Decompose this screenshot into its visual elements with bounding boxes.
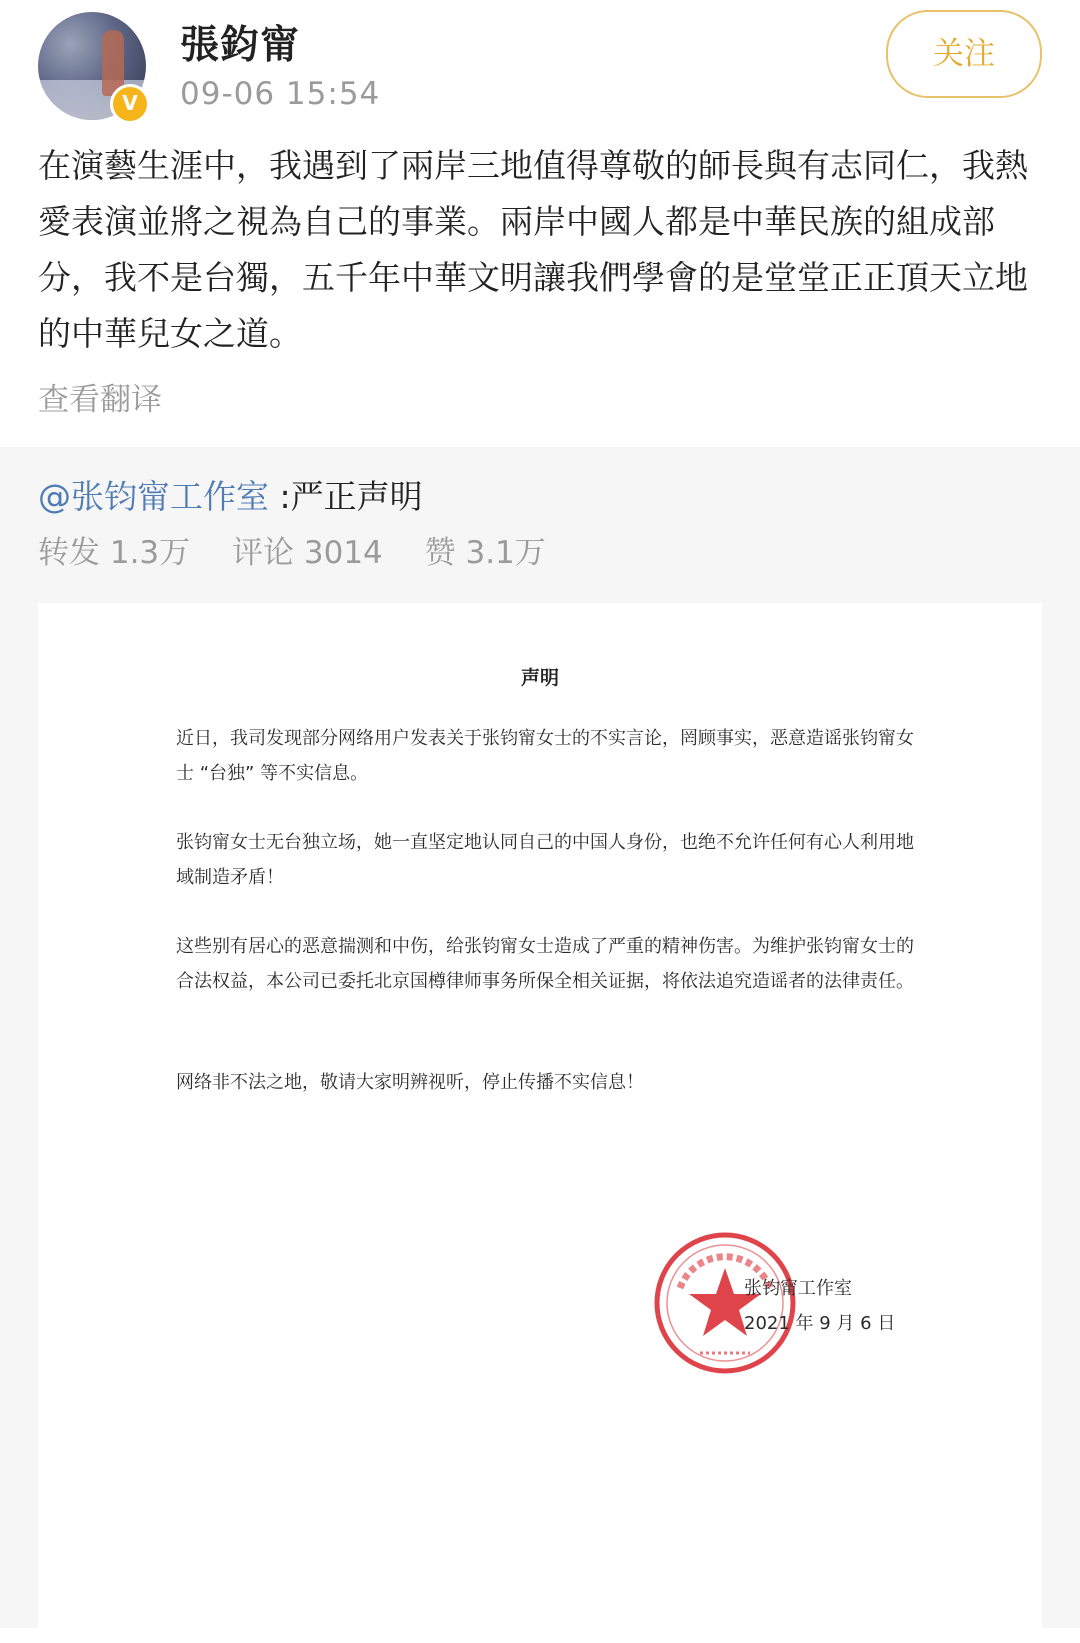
repost-title-text: :严正声明: [269, 477, 423, 516]
follow-button[interactable]: 关注: [886, 10, 1042, 98]
statement-paragraph: 网络非不法之地，敬请大家明辨视听，停止传播不实信息！: [176, 1072, 644, 1093]
statement-paragraph: 这些别有居心的恶意揣测和中伤，给张钧甯女士造成了严重的精神伤害。为维护张钧甯女士的合法权益，本公司已委托北京国樽律师事务所保全相关证据，将依法追究造谣者的法律责任。: [176, 936, 914, 992]
statement-date: 2021 年 9 月 6 日: [744, 1313, 896, 1334]
translate-link[interactable]: 查看翻译: [38, 382, 162, 418]
author-name[interactable]: 張鈞甯: [180, 23, 301, 68]
statement-title: 声明: [520, 667, 559, 689]
like-count[interactable]: 赞 3.1万: [424, 535, 546, 571]
statement-paragraph: 张钧甯女士无台独立场，她一直坚定地认同自己的中国人身份，也绝不允许任何有心人利用地域制造矛盾！: [176, 832, 914, 888]
statement-signature-name: 张钧甯工作室: [744, 1278, 852, 1299]
statement-paragraph: 近日，我司发现部分网络用户发表关于张钧甯女士的不实言论，罔顾事实，恶意造谣张钧甯女士 “台独” 等不实信息。: [176, 728, 914, 784]
repost-count[interactable]: 转发 1.3万: [38, 535, 191, 571]
comment-count[interactable]: 评论 3014: [232, 535, 383, 571]
verified-badge-icon: V: [110, 84, 150, 124]
reposted-content[interactable]: [0, 447, 1080, 1628]
weibo-post: [0, 0, 1080, 447]
studio-mention-link[interactable]: @张钧甯工作室: [38, 477, 269, 516]
statement-image[interactable]: [38, 603, 1042, 1643]
repost-title: [38, 471, 423, 518]
post-timestamp: 09-06 15:54: [180, 76, 381, 112]
repost-stats: [38, 527, 578, 572]
post-content: 在演藝生涯中，我遇到了兩岸三地值得尊敬的師長與有志同仁，我熱愛表演並將之視為自己的事業。兩岸中國人都是中華民族的組成部分，我不是台獨，五千年中華文明讓我們學會的是堂堂正正頂天立地的中華兒女之道。: [38, 146, 1028, 353]
statement-signature: [744, 1271, 895, 1341]
